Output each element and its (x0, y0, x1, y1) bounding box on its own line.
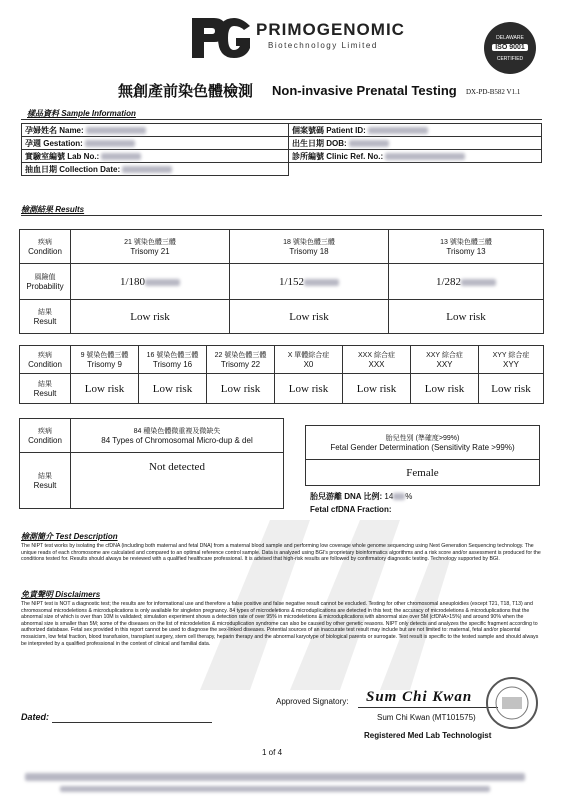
watermark-graphic (180, 500, 460, 700)
t16-en: Trisomy 16 (152, 360, 193, 369)
cfdna-value: 14 (384, 492, 394, 501)
t18-zh: 18 號染色體三體 (283, 239, 335, 246)
results-table-other (19, 345, 544, 404)
t13-zh: 13 號染色體三體 (440, 239, 492, 246)
redacted-footer (60, 786, 490, 792)
microdel-table (19, 418, 284, 509)
condition-x0 (275, 346, 343, 374)
result-header (20, 453, 71, 509)
condition-xxy (411, 346, 479, 374)
condition-zh: 疾病 (38, 239, 52, 246)
condition-header (20, 346, 71, 374)
iso-seal-bottom: CERTIFIED (496, 56, 524, 62)
cfdna-unit: % (405, 492, 413, 501)
result-t21: Low risk (71, 300, 230, 334)
redacted-dob (349, 140, 389, 147)
prob-t18 (230, 264, 389, 300)
redacted-name (86, 127, 146, 134)
brand-subtitle: Biotechnology Limited (268, 41, 378, 50)
result-header (20, 300, 71, 334)
redacted-footer (25, 773, 525, 781)
page-number: 1 of 4 (262, 748, 283, 757)
result-xxy: Low risk (411, 374, 479, 404)
clinic-ref-cell (289, 150, 542, 163)
result-t9: Low risk (71, 374, 139, 404)
xxy-zh: XXY 綜合症 (426, 352, 463, 359)
description-heading: 檢測簡介 Test Description (21, 532, 118, 541)
condition-t13 (389, 230, 544, 264)
t16-zh: 16 號染色體三體 (146, 352, 199, 359)
result-t18: Low risk (230, 300, 389, 334)
iso-seal-mid: ISO 9001 (492, 44, 528, 51)
redacted-lab-no (101, 153, 141, 160)
results-table-trisomy (19, 229, 544, 334)
x0-en: X0 (303, 360, 314, 369)
condition-t9 (71, 346, 139, 374)
signature-handwriting: Sum Chi Kwan (366, 689, 473, 705)
disclaimers-heading: 免責聲明 Disclaimers (21, 590, 101, 599)
gestation-label: 孕週 Gestation: (25, 138, 83, 148)
condition-t22 (207, 346, 275, 374)
collection-date-label: 抽血日期 Collection Date: (25, 164, 121, 174)
t18-en: Trisomy 18 (289, 247, 329, 256)
dated-label: Dated: (21, 712, 50, 722)
disclaimers-text: The NIPT test is NOT a diagnostic test; the results are for informational use and therefore a false positive and false negative result cannot be excluded. Testing for other chromosomal aneuploidies (except T21, T18, T13) and chromosomal microdeletions & microduplications is only available for singleton pregnancy. 84 types of microdeletions & microduplications are detected in this test; the accuracy of microdeletions & microduplications that the abnormal size of which is over than 10M is validated; simulation experiment shows a detection rate of over 95% in microdeletions & microduplications with abnormal size over 5M (cfDNA>15%) and around 90% when the abnormal size is smaller than 5M; some of the diseases on the list of microdeletion & microduplication syndrome can also be caused by other genetic reasons. NIPT only detects and analyzes the specific fragment according to authorized database. Fetal sex provided in this report cannot be used to diagnose the sex-linked diseases. Potential sources of an inaccurate test result may include but are not limited to: maternal, fetal and/or placental mosaicism, low fetal fraction, blood transfusion, transplant surgery, stem cell therapy, heparin therapy and the abnormal karyotype of biological parents or surrogate. Test result is specific to the tested sample and should always be interpreted by a qualified professional in the context of clinical and familial data. (21, 601, 539, 647)
t9-zh: 9 號染色體三體 (80, 352, 129, 359)
probability-zh: 風險值 (34, 274, 56, 281)
description-text: The NIPT test works by isolating the cfDNA (including both maternal and fetal DNA) from a maternal blood sample and performing low coverage whole genome sequencing using Next Generation Sequencing technology. The unique reads of each chromosome are calculated and compared to an optimal reference control sample. Data is analyzed using BGI's proprietary bioinformatics algorithms and a risk score and/or assessment is produced for the conditions tested for. Results should always be reviewed with a qualified healthcare professional. It is advised that high-risk results are followed by confirmatory diagnostic testing. Technology supported by BGI. (21, 543, 541, 563)
condition-en: Condition (28, 436, 62, 445)
condition-t16 (139, 346, 207, 374)
redacted-prob (304, 279, 339, 286)
title-en: Non-invasive Prenatal Testing (272, 83, 457, 98)
redacted-cfdna (393, 493, 405, 500)
empty-cell (289, 163, 542, 176)
probability-en: Probability (26, 282, 64, 291)
microdel-condition (71, 419, 284, 453)
lab-no-label: 實驗室編號 Lab No.: (25, 151, 100, 161)
result-t13: Low risk (389, 300, 544, 334)
redacted-collection-date (122, 166, 172, 173)
condition-xyy (479, 346, 544, 374)
t21-en: Trisomy 21 (130, 247, 170, 256)
iso-seal-top: DELAWARE (496, 35, 524, 41)
xxy-en: XXY (436, 360, 453, 369)
condition-header (20, 419, 71, 453)
sample-info-table (21, 123, 542, 176)
patient-id-label: 個案號碼 Patient ID: (292, 125, 366, 135)
result-zh: 結果 (38, 473, 52, 480)
xyy-zh: XYY 綜合症 (492, 352, 530, 359)
result-t22: Low risk (207, 374, 275, 404)
divider (21, 119, 542, 120)
approved-label: Approved Signatory: (276, 697, 349, 706)
iso-seal (484, 22, 536, 74)
signatory-name: Sum Chi Kwan (MT101575) (377, 713, 476, 722)
result-xxx: Low risk (343, 374, 411, 404)
redacted-clinic-ref (385, 153, 465, 160)
dob-label: 出生日期 DOB: (292, 138, 347, 148)
redacted-gestation (85, 140, 135, 147)
condition-en: Condition (28, 360, 62, 369)
sample-info-heading: 樣品資料 Sample Information (27, 109, 136, 118)
primogenomic-logo (190, 16, 252, 60)
t22-zh: 22 號染色體三體 (214, 352, 267, 359)
collection-date-cell (22, 163, 289, 176)
signatory-role: Registered Med Lab Technologist (364, 731, 492, 740)
t9-en: Trisomy 9 (87, 360, 122, 369)
condition-header (20, 230, 71, 264)
cfdna-zh: 胎兒游離 DNA 比例: (310, 492, 383, 501)
x0-zh: X 單體綜合症 (287, 352, 330, 359)
signature-line (358, 707, 498, 708)
gestation-cell (22, 137, 289, 150)
result-zh: 結果 (38, 381, 52, 388)
t21-zh: 21 號染色體三體 (124, 239, 176, 246)
clinic-ref-label: 診所編號 Clinic Ref. No.: (292, 151, 384, 161)
xyy-en: XYY (502, 360, 519, 369)
lab-stamp (484, 675, 540, 731)
cfdna-fraction (310, 491, 412, 502)
condition-t21 (71, 230, 230, 264)
prob-t13 (389, 264, 544, 300)
prob-t21-value: 1/180 (119, 275, 146, 288)
probability-header (20, 264, 71, 300)
gender-table (305, 425, 540, 486)
microdel-en: 84 Types of Chromosomal Micro-dup & del (101, 436, 253, 445)
condition-en: Condition (28, 247, 62, 256)
gender-zh: 胎兒性別 (準確度>99%) (385, 435, 460, 442)
xxx-zh: XXX 綜合症 (358, 352, 395, 359)
result-en: Result (33, 389, 57, 398)
divider (21, 215, 542, 216)
gender-en: Fetal Gender Determination (Sensitivity Rate >99%) (330, 443, 515, 452)
dob-cell (289, 137, 542, 150)
xxx-en: XXX (368, 360, 385, 369)
dated-line (52, 722, 212, 723)
title-zh: 無創產前染色體檢測 (118, 83, 254, 100)
prob-t13-value: 1/282 (435, 275, 462, 288)
cfdna-en: Fetal cfDNA Fraction: (310, 505, 392, 514)
prob-t18-value: 1/152 (278, 275, 305, 288)
patient-id-cell (289, 124, 542, 137)
result-en: Result (33, 481, 57, 490)
t13-en: Trisomy 13 (446, 247, 486, 256)
t22-en: Trisomy 22 (220, 360, 261, 369)
redacted-patient-id (368, 127, 428, 134)
condition-zh: 疾病 (38, 428, 52, 435)
redacted-prob (145, 279, 180, 286)
name-cell (22, 124, 289, 137)
condition-xxx (343, 346, 411, 374)
doc-number: DX-PD-B582 V1.1 (466, 88, 521, 96)
result-en: Result (33, 317, 57, 326)
result-x0: Low risk (275, 374, 343, 404)
prob-t21 (71, 264, 230, 300)
result-zh: 結果 (38, 309, 52, 316)
lab-no-cell (22, 150, 289, 163)
result-t16: Low risk (139, 374, 207, 404)
redacted-prob (461, 279, 496, 286)
microdel-result: Not detected (71, 453, 284, 509)
microdel-zh: 84 種染色體微重複及微缺失 (133, 428, 221, 435)
condition-t18 (230, 230, 389, 264)
results-heading: 檢測結果 Results (21, 205, 85, 214)
name-label: 孕婦姓名 Name: (25, 125, 84, 135)
condition-zh: 疾病 (38, 352, 52, 359)
brand-name: PRIMOGENOMIC (256, 20, 405, 39)
result-header (20, 374, 71, 404)
result-xyy: Low risk (479, 374, 544, 404)
gender-condition (306, 426, 540, 460)
gender-result: Female (306, 460, 540, 486)
